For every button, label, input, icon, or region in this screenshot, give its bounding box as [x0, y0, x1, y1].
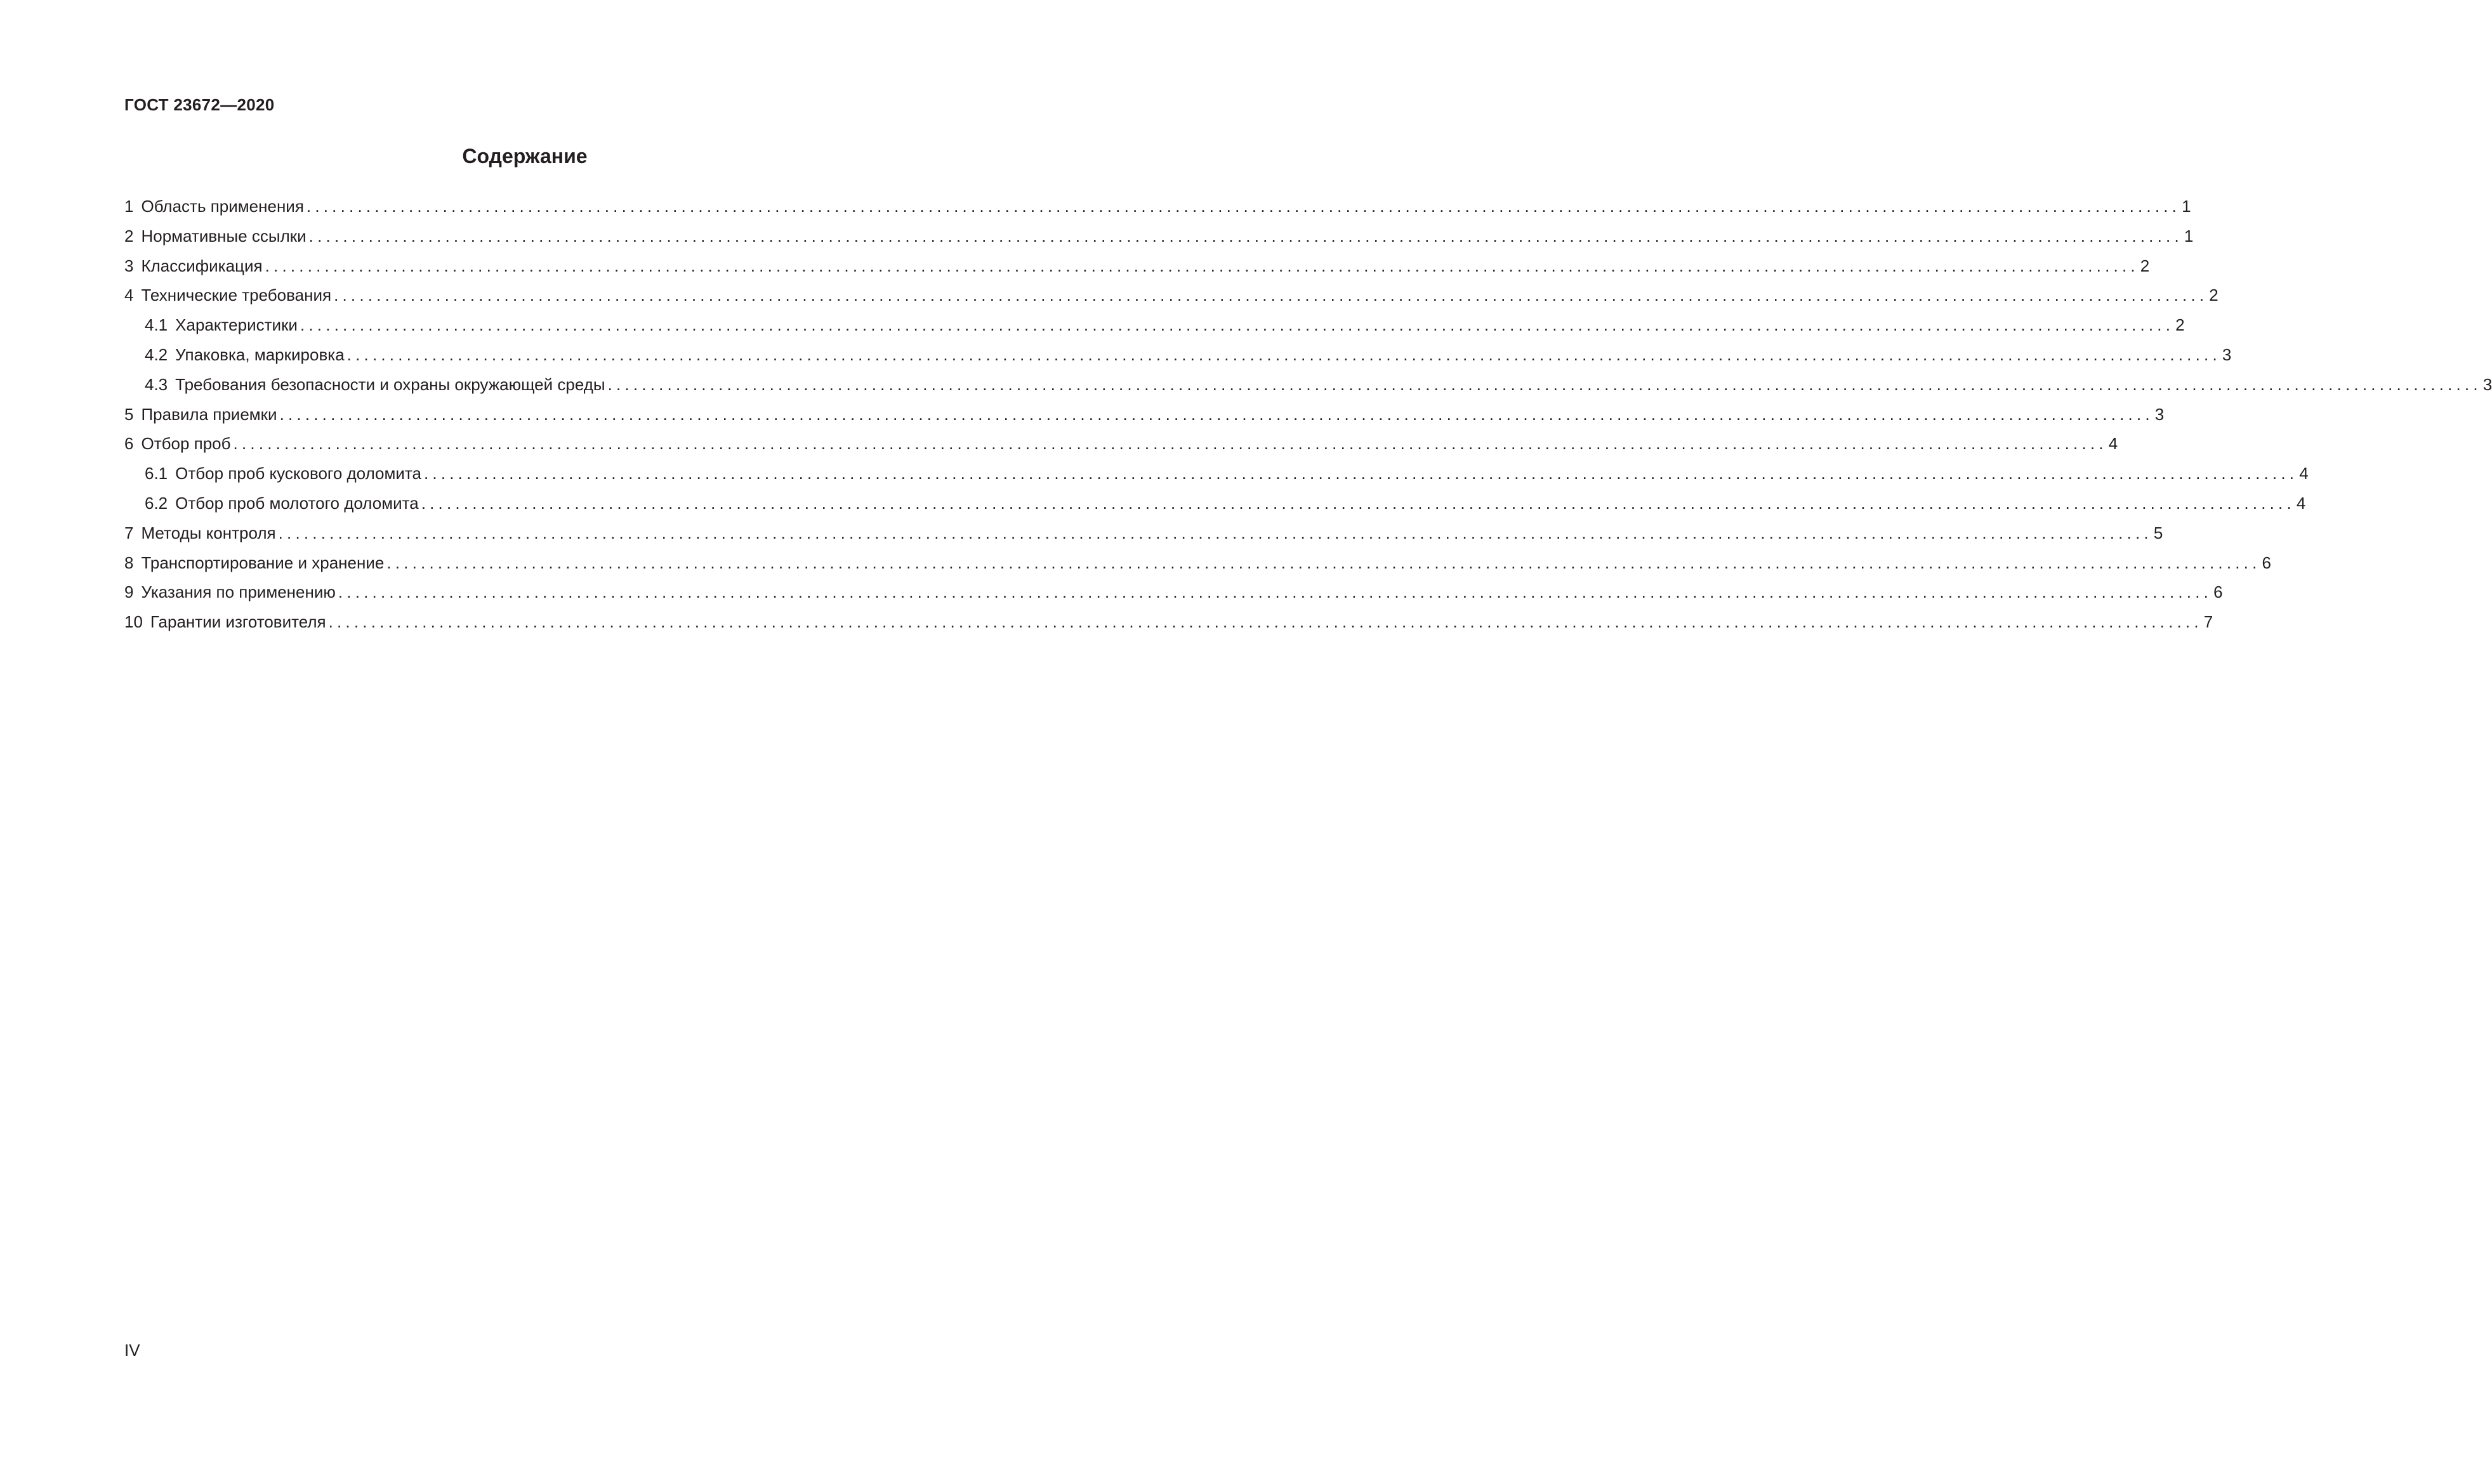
toc-entry-page: 2 — [2175, 315, 2185, 335]
toc-entry-4-1[interactable] — [124, 310, 2185, 340]
toc-entry-3[interactable] — [124, 251, 2150, 281]
toc-entry-title: Классификация — [141, 256, 263, 275]
toc-entry-page: 2 — [2209, 286, 2218, 305]
toc-entry-page: 7 — [2203, 612, 2213, 632]
toc-entry-title: Упаковка, маркировка — [175, 345, 345, 364]
toc-entry-page: 3 — [2222, 345, 2232, 364]
toc-dot-leader: ............................................................................................................................................................................................................................ — [265, 256, 2139, 275]
toc-entry-number: 6.2 — [145, 493, 168, 513]
toc-dot-leader: ............................................................................................................................................................................................................................ — [607, 374, 2482, 394]
toc-entry-page: 6 — [2262, 553, 2271, 572]
toc-entry-4-2[interactable] — [124, 340, 2232, 370]
toc-entry-page: 3 — [2482, 374, 2492, 394]
toc-entry-page: 6 — [2213, 582, 2223, 602]
table-of-contents — [124, 192, 2492, 637]
toc-entry-title: Характеристики — [175, 315, 298, 335]
toc-entry-title: Отбор проб кускового доломита — [175, 464, 421, 483]
toc-entry-number: 7 — [124, 523, 134, 542]
toc-dot-leader: ............................................................................................................................................................................................................................ — [338, 582, 2213, 602]
toc-entry-title: Указания по применению — [141, 582, 336, 602]
toc-entry-title: Требования безопасности и охраны окружающей среды — [175, 374, 605, 394]
toc-dot-leader: ............................................................................................................................................................................................................................ — [421, 493, 2295, 513]
toc-entry-title: Нормативные ссылки — [141, 226, 307, 246]
toc-entry-number: 3 — [124, 256, 134, 275]
toc-entry-number: 8 — [124, 553, 134, 572]
toc-entry-10[interactable] — [124, 607, 2213, 637]
toc-dot-leader: ............................................................................................................................................................................................................................ — [278, 523, 2152, 542]
toc-entry-7[interactable] — [124, 518, 2163, 548]
toc-entry-number: 6.1 — [145, 464, 168, 483]
toc-dot-leader: ............................................................................................................................................................................................................................ — [300, 315, 2175, 335]
toc-dot-leader: ............................................................................................................................................................................................................................ — [279, 404, 2154, 424]
toc-entry-8[interactable] — [124, 548, 2271, 578]
toc-entry-page: 1 — [2184, 226, 2194, 246]
toc-entry-number: 4.2 — [145, 345, 168, 364]
toc-dot-leader: ............................................................................................................................................................................................................................ — [346, 345, 2221, 364]
toc-dot-leader: ............................................................................................................................................................................................................................ — [328, 612, 2203, 632]
toc-entry-title: Правила приемки — [141, 404, 277, 424]
toc-entry-6[interactable] — [124, 429, 2118, 459]
toc-entry-9[interactable] — [124, 577, 2223, 607]
toc-entry-number: 10 — [124, 612, 143, 632]
toc-dot-leader: ............................................................................................................................................................................................................................ — [306, 197, 2181, 216]
document-code: ГОСТ 23672—2020 — [124, 95, 275, 114]
toc-entry-4[interactable] — [124, 280, 2218, 310]
toc-entry-page: 3 — [2154, 404, 2165, 424]
toc-entry-number: 9 — [124, 582, 134, 602]
toc-entry-6-2[interactable] — [124, 489, 2306, 518]
toc-entry-title: Отбор проб — [141, 434, 231, 454]
toc-entry-page: 2 — [2140, 256, 2150, 275]
toc-entry-4-3[interactable] — [124, 370, 2492, 400]
toc-entry-title: Методы контроля — [141, 523, 276, 542]
toc-entry-6-1[interactable] — [124, 459, 2309, 489]
toc-entry-page: 1 — [2182, 197, 2191, 216]
toc-entry-number: 4.1 — [145, 315, 168, 335]
toc-entry-title: Технические требования — [141, 286, 332, 305]
toc-entry-number: 4.3 — [145, 374, 168, 394]
toc-entry-1[interactable] — [124, 192, 2191, 221]
toc-dot-leader: ............................................................................................................................................................................................................................ — [386, 553, 2261, 572]
toc-entry-title: Гарантии изготовителя — [150, 612, 326, 632]
toc-title: Содержание — [462, 145, 588, 167]
toc-entry-5[interactable] — [124, 400, 2165, 430]
toc-entry-title: Отбор проб молотого доломита — [175, 493, 419, 513]
toc-entry-number: 6 — [124, 434, 134, 454]
toc-entry-title: Транспортирование и хранение — [141, 553, 385, 572]
toc-dot-leader: ............................................................................................................................................................................................................................ — [334, 286, 2208, 305]
toc-entry-number: 1 — [124, 197, 134, 216]
toc-entry-number: 4 — [124, 286, 134, 305]
toc-dot-leader: ............................................................................................................................................................................................................................ — [308, 226, 2183, 246]
toc-dot-leader: ............................................................................................................................................................................................................................ — [423, 464, 2298, 483]
toc-entry-page: 4 — [2296, 493, 2306, 513]
toc-dot-leader: ............................................................................................................................................................................................................................ — [233, 434, 2107, 454]
toc-entry-page: 4 — [2108, 434, 2118, 454]
toc-entry-2[interactable] — [124, 221, 2194, 251]
toc-entry-page: 4 — [2299, 464, 2309, 483]
page-number: IV — [124, 1341, 140, 1360]
toc-entry-page: 5 — [2153, 523, 2163, 542]
toc-entry-title: Область применения — [141, 197, 304, 216]
toc-entry-number: 5 — [124, 404, 134, 424]
toc-entry-number: 2 — [124, 226, 134, 246]
